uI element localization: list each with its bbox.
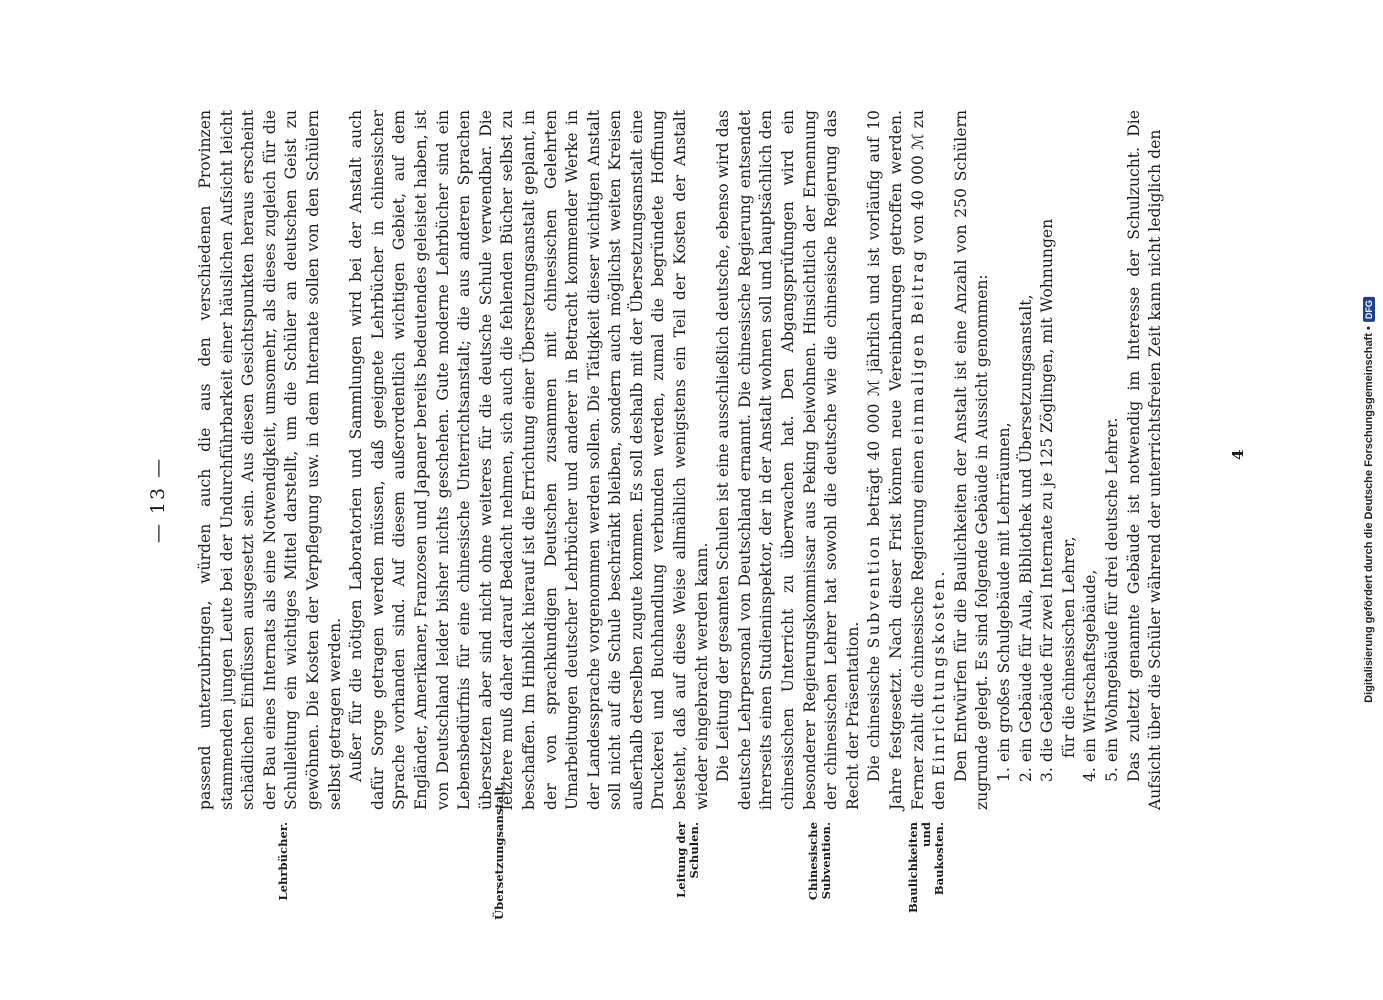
list-item: 3. die Gebäude für zwei Internate zu je 125 Zöglingen, mit Wohnungen	[1037, 218, 1056, 782]
subvention-text-1: Die chinesische	[864, 648, 883, 782]
rotated-page	[117, 100, 1267, 920]
page-number: — 13 —	[146, 456, 169, 544]
list-item: 4. ein Wirtschaftsgebäude,	[1080, 569, 1099, 782]
sheet-number: 4	[1228, 449, 1247, 460]
paragraph-subvention	[864, 110, 950, 810]
list-item: 2. ein Gebäude für Aula, Bibliothek und Übersetzungsanstalt,	[1016, 294, 1035, 782]
subvention-term: Subvention	[864, 533, 883, 649]
sidenote-baulichkeiten: Baulichkeiten und Baukosten.	[905, 822, 946, 914]
sidenote-leitung: Leitung der Schulen.	[673, 822, 701, 898]
list-item: 5. ein Wohngebäude für drei deutsche Lehrer.	[1102, 417, 1121, 782]
paragraph-schulzucht: Das zuletzt genannte Gebäude ist notwendig im Interesse der Schulzucht. Die Aufsicht über die Schüler während der unterrichtsfreien Zeit kann nicht lediglich den	[1124, 110, 1164, 810]
paragraph-internat: passend unterzubringen, würden auch die aus den verschiedenen Provinzen stammenden jungen Leute bei der Undurchführbarkeit einer häuslichen Aufsicht leicht schädlichen Einflüssen ausgesetzt sein. Aus diesen Gesichtspunkten heraus erscheint der Bau eines Internats als eine Notwendigkeit, umsomehr, als dieses zugleich für die Schulleitung ein wichtiges Mittel darstellt, um die Schüler an deutschen Geist zu gewöhnen. Die Kosten der Verpflegung usw. in dem Internate sollen von den Schülern selbst getragen werden.	[195, 110, 344, 810]
dfg-logo: DFG	[1363, 297, 1375, 322]
einmaliger-beitrag-term: einmaligen Beitrag	[908, 248, 927, 445]
subvention-text-3: von 40 000 ℳ zu den	[908, 110, 948, 810]
sidenote-lehrbuecher: Lehrbücher.	[275, 822, 290, 901]
sidenote-subvention: Chinesische Subvention.	[805, 822, 833, 901]
sidenote-uebersetzungsanstalt: Übersetzungsanstalt.	[491, 781, 506, 920]
paragraph-leitung: Die Leitung der gesamten Schulen ist eine ausschließlich deutsche, ebenso wird das deutsche Lehrpersonal von Deutschland ernannt. Die chinesische Regierung entsendet ihrerseits einen Studieninspektor, der in der Anstalt wohnen soll und hauptsächlich den chinesischen Unterricht zu überwachen hat. Den Abgangsprüfungen wird ein besonderer Regierungskommissar aus Peking beiwohnen. Hinsichtlich der Ernennung der chinesischen Lehrer hat sowohl die deutsche wie die chinesische Regierung das Recht der Präsentation.	[713, 110, 862, 810]
list-item: 1. ein großes Schulgebäude mit Lehrräumen,	[994, 422, 1013, 782]
list-item: für die chinesischen Lehrer,	[1059, 536, 1078, 758]
einrichtungskosten-term: Einrichtungskosten	[929, 576, 948, 776]
body-text	[195, 110, 1167, 810]
subvention-text-4: .	[929, 571, 948, 577]
subvention-text-2: beträgt 40 000 ℳ jährlich und ist vorläufig auf 10 Jahre festgesetzt. Nach dieser Frist können neue Vereinbarungen getroffen werden. Ferner zahlt die chinesische Regierung einen	[864, 110, 927, 810]
paragraph-baulichkeiten: Den Entwürfen für die Baulichkeiten der Anstalt ist eine Anzahl von 250 Schülern zugrunde gelegt. Es sind folgende Gebäude in Aussicht genommen:	[951, 110, 991, 810]
credit-text: Digitalisierung gefördert durch die Deutsche Forschungsgemeinschaft •	[1363, 326, 1375, 703]
digitization-credit	[1357, 0, 1381, 1000]
buildings-list	[993, 110, 1123, 782]
paragraph-lehrbuecher: Außer für die nötigen Laboratorien und Sammlungen wird bei der Anstalt auch dafür Sorge getragen werden müssen, daß geeignete Lehrbücher in chinesischer Sprache vorhanden sind. Auf diesem außerordentlich wichtigen Gebiet, auf dem Engländer, Amerikaner, Franzosen und Japaner bereits bedeutendes geleistet haben, ist von Deutschland leider bisher nichts geschehen. Gute moderne Lehrbücher sind ein Lebensbedürfnis für eine chinesische Unterrichtsanstalt; die aus anderen Sprachen übersetzten aber sind nicht ohne weiteres für die deutsche Schule verwendbar. Die letztere muß daher darauf Bedacht nehmen, sich auch die fehlenden Bücher selbst zu beschaffen. Im Hinblick hierauf ist die Errichtung einer Übersetzungsanstalt geplant, in der von sprachkundigen Deutschen zusammen mit chinesischen Gelehrten Umarbeitungen deutscher Lehrbücher und anderer in Betracht kommender Werke in der Landessprache vorgenommen werden sollen. Die Tätigkeit dieser wichtigen Anstalt soll nicht auf die Schule beschränkt bleiben, sondern auch möglichst weiten Kreisen außerhalb derselben zugute kommen. Es soll deshalb mit der Übersetzungsanstalt eine Druckerei und Buchhandlung verbunden werden, zumal die begründete Hoffnung besteht, daß auf diese Weise allmählich wenigstens ein Teil der Kosten der Anstalt wieder eingebracht werden kann.	[346, 110, 711, 810]
